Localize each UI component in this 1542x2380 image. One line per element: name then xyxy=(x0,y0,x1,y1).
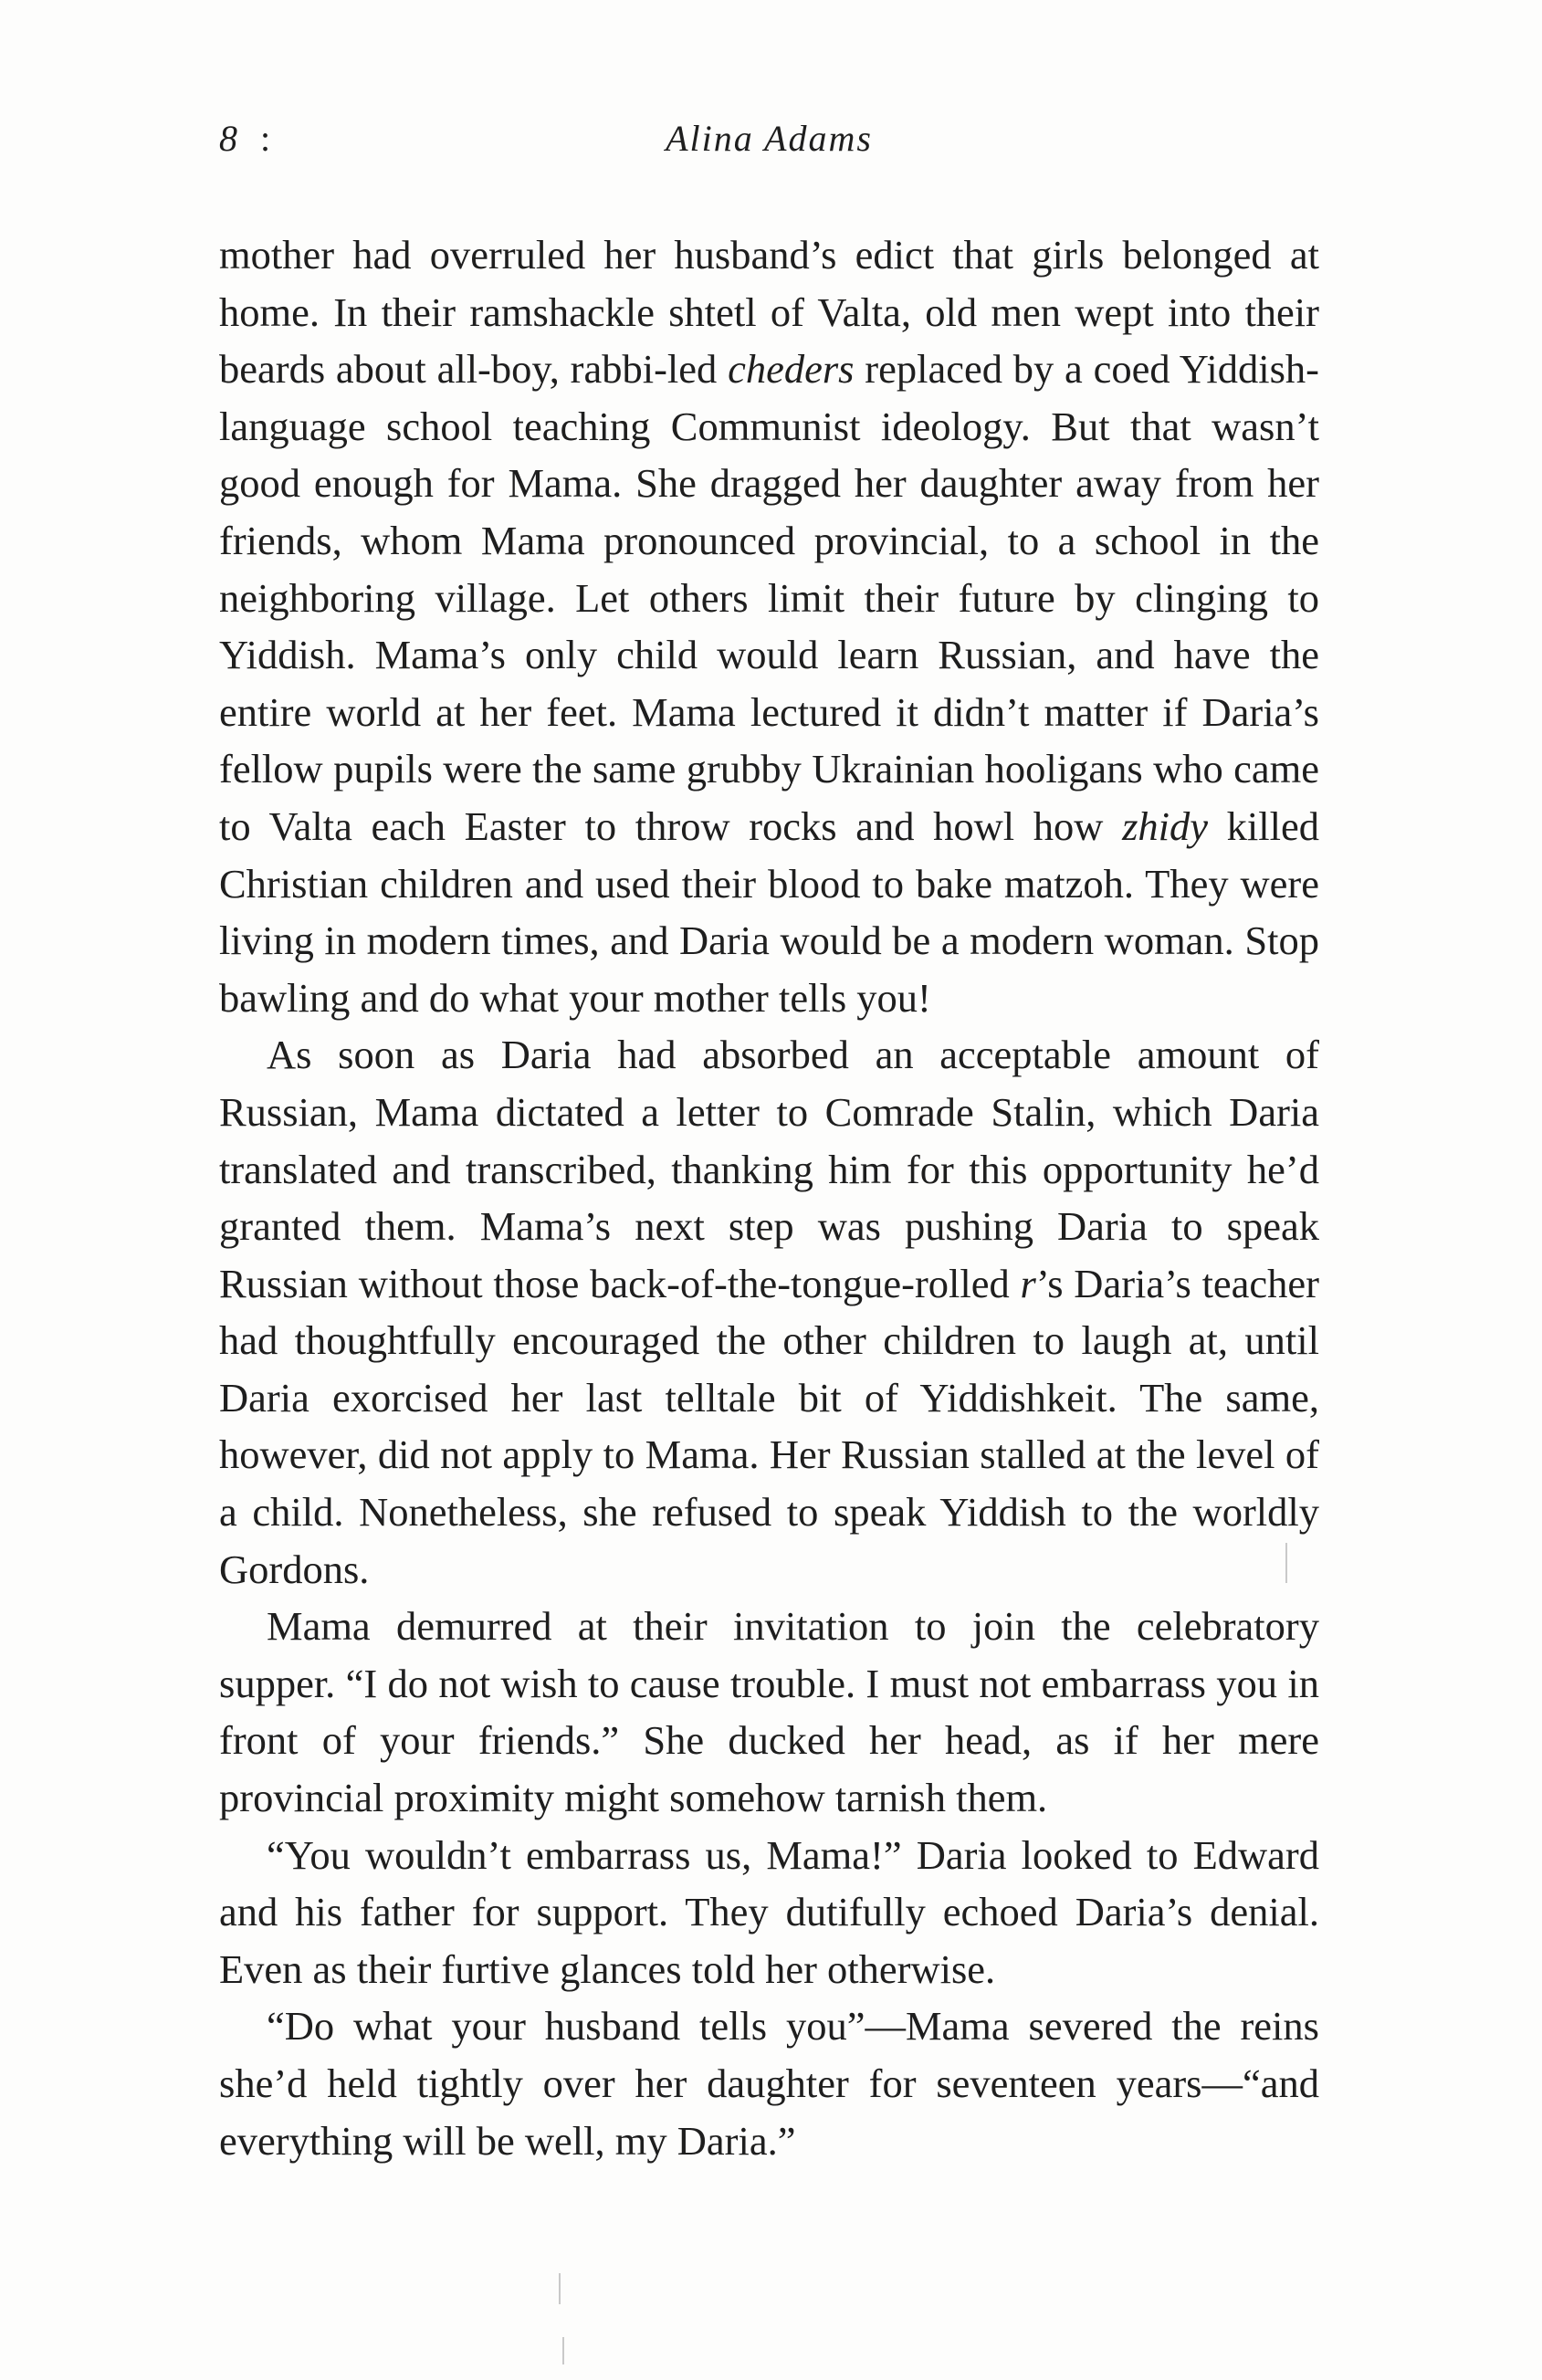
italic-term: r xyxy=(1020,1260,1036,1306)
running-head-author: Alina Adams xyxy=(666,118,873,159)
paragraph-p2 xyxy=(219,1026,1319,1598)
text-run: mother had overruled her husband’s edict that girls belonged at home. In their ramshackle shtetl of Valta, old men wept into their beards about all-boy, rabbi-led xyxy=(219,232,1319,393)
paragraph-p5 xyxy=(219,1997,1319,2169)
scan-mark xyxy=(1285,1543,1287,1583)
page-header xyxy=(219,117,1319,172)
header-separator: : xyxy=(260,118,271,159)
paragraph-p3 xyxy=(219,1598,1319,1826)
text-run: “You wouldn’t embarrass us, Mama!” Daria looked to Edward and his father for support. They dutifully echoed Daria’s denial. Even as their furtive glances told her otherwise. xyxy=(219,1831,1319,1992)
text-run: killed Christian children and used their blood to bake matzoh. They were living in modern times, and Daria would be a modern woman. Stop bawling and do what your mother tells you! xyxy=(219,802,1320,1021)
page-number: 8 xyxy=(219,118,237,159)
italic-term: zhidy xyxy=(1122,802,1209,849)
italic-term: cheders xyxy=(728,346,855,393)
text-run: Mama demurred at their invitation to join the celebratory supper. “I do not wish to cause trouble. I must not embarrass you in front of your friends.” She ducked her head, as if her mere provincial proximity might somehow tarnish them. xyxy=(219,1603,1319,1821)
body-text xyxy=(219,226,1319,2169)
scan-mark xyxy=(562,2337,564,2364)
scan-mark xyxy=(559,2273,561,2304)
text-run: ’s Daria’s teacher had thoughtfully encouraged the other children to laugh at, until Daria exorcised her last telltale bit of Yiddishkeit. The same, however, did not apply to Mama. Her Russian stalled at the level of a child. Nonetheless, she refused to speak Yiddish to the worldly Gordons. xyxy=(219,1260,1320,1592)
paragraph-p1 xyxy=(219,226,1319,1026)
text-run: As soon as Daria had absorbed an acceptable amount of Russian, Mama dictated a letter to Comrade Stalin, which Daria translated and transcribed, thanking him for this opportunity he’d granted them. Mama’s next step was pushing Daria to speak Russian without those back-of-the-tongue-rolled xyxy=(219,1032,1319,1306)
text-run: “Do what your husband tells you”—Mama severed the reins she’d held tightly over her daughter for seventeen years—“and everything will be well, my Daria.” xyxy=(219,2003,1319,2164)
paragraph-p4 xyxy=(219,1827,1319,1998)
text-run: replaced by a coed Yiddish-language school teaching Communist ideology. But that wasn’t good enough for Mama. She dragged her daughter away from her friends, whom Mama pronounced provincial, to a school in the neighboring village. Let others limit their future by clinging to Yiddish. Mama’s only child would learn Russian, and have the entire world at her feet. Mama lectured it didn’t matter if Daria’s fellow pupils were the same grubby Ukrainian hooligans who came to Valta each Easter to throw rocks and howl how xyxy=(219,346,1320,849)
